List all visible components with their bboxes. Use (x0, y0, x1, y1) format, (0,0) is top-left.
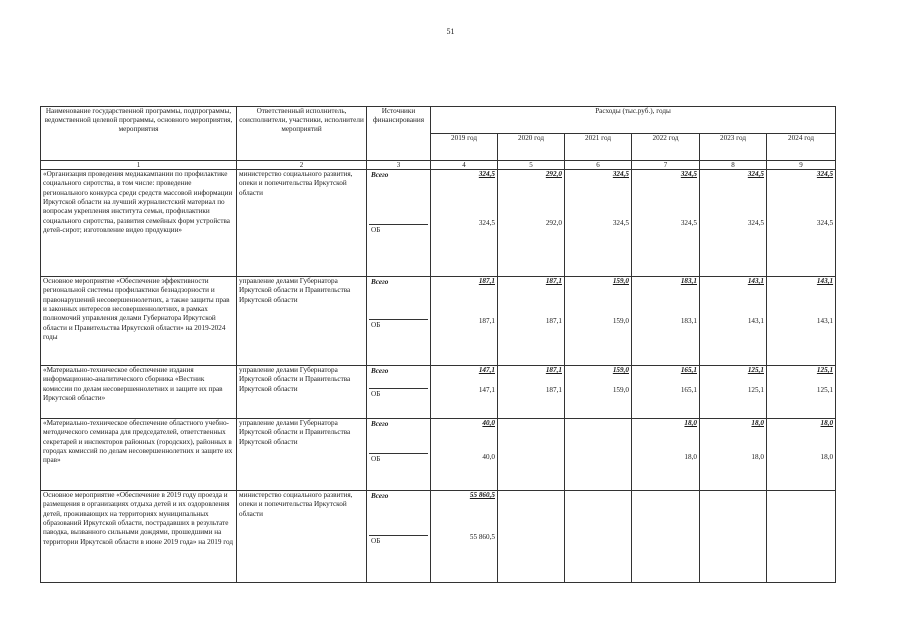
source-ob-label: ОБ (369, 453, 428, 465)
funding-source (367, 170, 431, 277)
measure-executor: управление делами Губернатора Иркутской области и Правительства Иркутской области (237, 366, 367, 419)
column-number: 5 (498, 161, 565, 170)
ob-value: 18,0 (684, 453, 697, 461)
header-year: 2022 год (632, 134, 700, 161)
header-year: 2024 год (767, 134, 836, 161)
total-value: 183,1 (680, 277, 697, 285)
budget-table (40, 106, 836, 583)
year-value-cell (431, 419, 498, 491)
total-value: 324,5 (680, 170, 697, 178)
total-value: 143,1 (816, 277, 834, 285)
source-ob-label: ОБ (369, 535, 428, 547)
year-value-cell (767, 366, 836, 419)
ob-value: 324,5 (478, 219, 495, 227)
ob-value: 292,0 (545, 219, 562, 227)
year-value-cell (498, 366, 565, 419)
measure-executor: управление делами Губернатора Иркутской области и Правительства Иркутской области (237, 277, 367, 366)
ob-value: 18,0 (820, 453, 834, 461)
year-value-cell (767, 491, 836, 583)
total-value: 159,0 (612, 366, 629, 374)
ob-value: 183,1 (680, 317, 697, 325)
total-value: 324,5 (816, 170, 834, 178)
year-value-cell (498, 170, 565, 277)
measure-executor: министерство социального развития, опеки и попечительства Иркутской области (237, 170, 367, 277)
year-value-cell (767, 277, 836, 366)
source-ob-label: ОБ (369, 224, 428, 236)
funding-source (367, 491, 431, 583)
year-value-cell (431, 170, 498, 277)
page-number: 51 (446, 27, 455, 36)
total-value: 187,1 (478, 277, 495, 285)
year-value-cell (632, 366, 700, 419)
funding-source (367, 366, 431, 419)
total-value: 165,1 (680, 366, 697, 374)
table-row (41, 277, 836, 366)
ob-value: 187,1 (545, 317, 562, 325)
year-value-cell (632, 419, 700, 491)
total-value: 125,1 (816, 366, 834, 374)
funding-source (367, 277, 431, 366)
year-value-cell (700, 366, 767, 419)
total-value: 187,1 (545, 277, 562, 285)
column-number: 7 (632, 161, 700, 170)
header-source-column: Источники финансирования (367, 107, 431, 161)
table-row (41, 366, 836, 419)
year-value-cell (700, 277, 767, 366)
year-value-cell (565, 277, 632, 366)
source-total-label: Всего (371, 367, 389, 375)
ob-value: 143,1 (747, 317, 764, 325)
total-value: 324,5 (612, 170, 629, 178)
column-number: 1 (41, 161, 237, 170)
column-number: 6 (565, 161, 632, 170)
total-value: 18,0 (751, 419, 764, 427)
year-value-cell (565, 366, 632, 419)
year-value-cell (767, 419, 836, 491)
total-value: 159,0 (612, 277, 629, 285)
ob-value: 324,5 (747, 219, 764, 227)
source-total-label: Всего (371, 420, 389, 428)
column-number: 9 (767, 161, 836, 170)
measure-name: Основное мероприятие «Обеспечение в 2019 году проезда и размещения в организациях отдыха детей и их оздоровления детей, проживающих на территориях муниципальных образований Иркутской области, пострадавших в результате паводка, вызванного сильными дождями, прошедшими на территории Иркутской области в июне 2019 года» на 2019 год (41, 491, 237, 583)
ob-value: 159,0 (612, 386, 629, 394)
ob-value: 55 860,5 (469, 533, 495, 541)
ob-value: 324,5 (680, 219, 697, 227)
ob-value: 324,5 (612, 219, 629, 227)
year-value-cell (632, 277, 700, 366)
header-year: 2023 год (700, 134, 767, 161)
total-value: 292,0 (545, 170, 562, 178)
ob-value: 147,1 (478, 386, 495, 394)
measure-executor: управление делами Губернатора Иркутской области и Правительства Иркутской области (237, 419, 367, 491)
measure-name: «Организация проведения медиакампании по профилактике социального сиротства, в том числе: проведение регионального конкурса среди средств массовой информации Иркутской области на лучший журналистский материал по вопросам укрепления института семьи, профилактики социального сиротства, развития семейных форм устройства детей-сирот; изготовление видео продукции» (41, 170, 237, 277)
table-row (41, 419, 836, 491)
total-value: 18,0 (820, 419, 834, 427)
table-row (41, 491, 836, 583)
total-value: 55 860,5 (469, 491, 495, 499)
year-value-cell (498, 419, 565, 491)
ob-value: 187,1 (478, 317, 495, 325)
ob-value: 324,5 (816, 219, 834, 227)
year-value-cell (431, 366, 498, 419)
funding-source (367, 419, 431, 491)
source-total-label: Всего (371, 171, 389, 179)
year-value-cell (632, 170, 700, 277)
year-value-cell (565, 491, 632, 583)
ob-value: 125,1 (816, 386, 834, 394)
header-name-column: Наименование государственной программы, подпрограммы, ведомственной целевой программы, основного мероприятия, мероприятия (41, 107, 237, 161)
year-value-cell (431, 277, 498, 366)
total-value: 40,0 (482, 419, 495, 427)
year-value-cell (565, 419, 632, 491)
year-value-cell (565, 170, 632, 277)
year-value-cell (632, 491, 700, 583)
total-value: 324,5 (478, 170, 495, 178)
ob-value: 143,1 (816, 317, 834, 325)
column-number: 2 (237, 161, 367, 170)
column-number: 8 (700, 161, 767, 170)
source-ob-label: ОБ (369, 388, 428, 400)
table-row (41, 170, 836, 277)
year-value-cell (431, 491, 498, 583)
total-value: 147,1 (478, 366, 495, 374)
total-value: 143,1 (747, 277, 764, 285)
year-value-cell (700, 491, 767, 583)
ob-value: 125,1 (747, 386, 764, 394)
ob-value: 165,1 (680, 386, 697, 394)
total-value: 125,1 (747, 366, 764, 374)
column-number: 4 (431, 161, 498, 170)
ob-value: 40,0 (482, 453, 495, 461)
ob-value: 18,0 (751, 453, 764, 461)
header-year: 2019 год (431, 134, 498, 161)
year-value-cell (498, 277, 565, 366)
header-executor-column: Ответственный исполнитель, соисполнители, участники, исполнители мероприятий (237, 107, 367, 161)
ob-value: 187,1 (545, 386, 562, 394)
measure-name: «Материально-техническое обеспечение издания информационно-аналитического сборника «Вестник комиссии по делам несовершеннолетних и защите их прав Иркутской области» (41, 366, 237, 419)
source-total-label: Всего (371, 278, 389, 286)
column-number: 3 (367, 161, 431, 170)
total-value: 18,0 (684, 419, 697, 427)
measure-name: «Материально-техническое обеспечение областного учебно-методического семинара для председателей, ответственных секретарей и инспекторов районных (городских), районных в городах комиссий по делам несовершеннолетних и защите их прав» (41, 419, 237, 491)
total-value: 187,1 (545, 366, 562, 374)
header-year: 2020 год (498, 134, 565, 161)
year-value-cell (700, 170, 767, 277)
header-expenses: Расходы (тыс.руб.), годы (431, 107, 836, 134)
ob-value: 159,0 (612, 317, 629, 325)
measure-name: Основное мероприятие «Обеспечение эффективности региональной системы профилактики безнадзорности и правонарушений несовершеннолетних, а также защиты прав и законных интересов несовершеннолетних, в рамках полномочий управления делами Губернатора Иркутской области и Правительства Иркутской области» на 2019-2024 годы (41, 277, 237, 366)
year-value-cell (767, 170, 836, 277)
source-ob-label: ОБ (369, 319, 428, 331)
measure-executor: министерство социального развития, опеки и попечительства Иркутской области (237, 491, 367, 583)
source-total-label: Всего (371, 492, 389, 500)
year-value-cell (498, 491, 565, 583)
header-year: 2021 год (565, 134, 632, 161)
year-value-cell (700, 419, 767, 491)
total-value: 324,5 (747, 170, 764, 178)
